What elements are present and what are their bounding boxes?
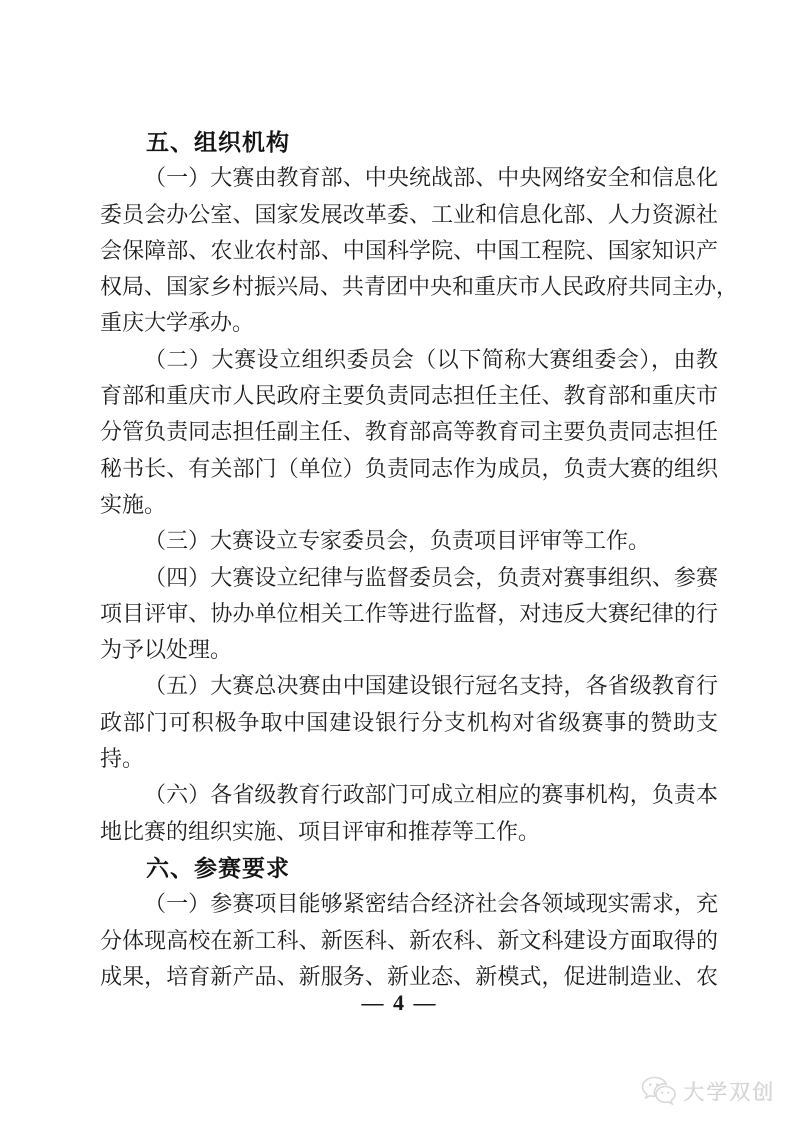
text-line: 权局、国家乡村振兴局、共青团中央和重庆市人民政府共同主办， (100, 274, 739, 300)
text-line: 地比赛的组织实施、项目评审和推荐等工作。 (100, 818, 541, 844)
text-line: 分管负责同志担任副主任、教育部高等教育司主要负责同志担任 (100, 419, 718, 445)
text-line: （一）参赛项目能够紧密结合经济社会各领域现实需求，充 (144, 891, 718, 917)
text-line: 项目评审、协办单位相关工作等进行监督，对违反大赛纪律的行 (100, 600, 718, 626)
text-line: （二）大赛设立组织委员会（以下简称大赛组委会），由教 (144, 346, 718, 372)
paragraph (100, 342, 718, 523)
text-line: 持。 (100, 746, 145, 772)
text-line: 分体现高校在新工科、新医科、新农科、新文科建设方面取得的 (100, 927, 718, 953)
section-heading-requirements: 六、参赛要求 (146, 854, 290, 881)
wechat-icon (641, 1076, 677, 1106)
page-number: — 4 — (361, 990, 438, 1015)
text-line: 秘书长、有关部门（单位）负责同志作为成员，负责大赛的组织 (100, 455, 718, 481)
watermark (641, 1076, 775, 1106)
paragraph (100, 523, 718, 559)
section-heading-organization: 五、组织机构 (146, 129, 290, 155)
text-line: （三）大赛设立专家委员会，负责项目评审等工作。 (144, 528, 651, 554)
text-line: （六）各省级教育行政部门可成立相应的赛事机构，负责本 (144, 782, 718, 808)
text-line: 委员会办公室、国家发展改革委、工业和信息化部、人力资源社 (100, 201, 718, 227)
paragraph (100, 560, 718, 669)
paragraph (100, 160, 739, 341)
watermark-text: 大学双创 (683, 1081, 775, 1104)
document-body (100, 124, 739, 995)
paragraph (100, 777, 718, 850)
text-line: 会保障部、农业农村部、中国科学院、中国工程院、国家知识产 (100, 237, 718, 263)
text-line: 实施。 (100, 491, 167, 517)
text-line: 政部门可积极争取中国建设银行分支机构对省级赛事的赞助支 (100, 709, 718, 735)
text-line: 育部和重庆市人民政府主要负责同志担任主任、教育部和重庆市 (100, 383, 718, 409)
text-line: 为予以处理。 (100, 637, 233, 663)
text-line: 重庆大学承办。 (100, 310, 255, 336)
text-line: （四）大赛设立纪律与监督委员会，负责对赛事组织、参赛 (144, 564, 718, 590)
text-line: （一）大赛由教育部、中央统战部、中央网络安全和信息化 (144, 165, 718, 191)
text-line: 成果，培育新产品、新服务、新业态、新模式，促进制造业、农 (100, 963, 718, 989)
text-line: （五）大赛总决赛由中国建设银行冠名支持，各省级教育行 (144, 673, 718, 699)
paragraph (100, 668, 718, 777)
paragraph (100, 886, 718, 995)
